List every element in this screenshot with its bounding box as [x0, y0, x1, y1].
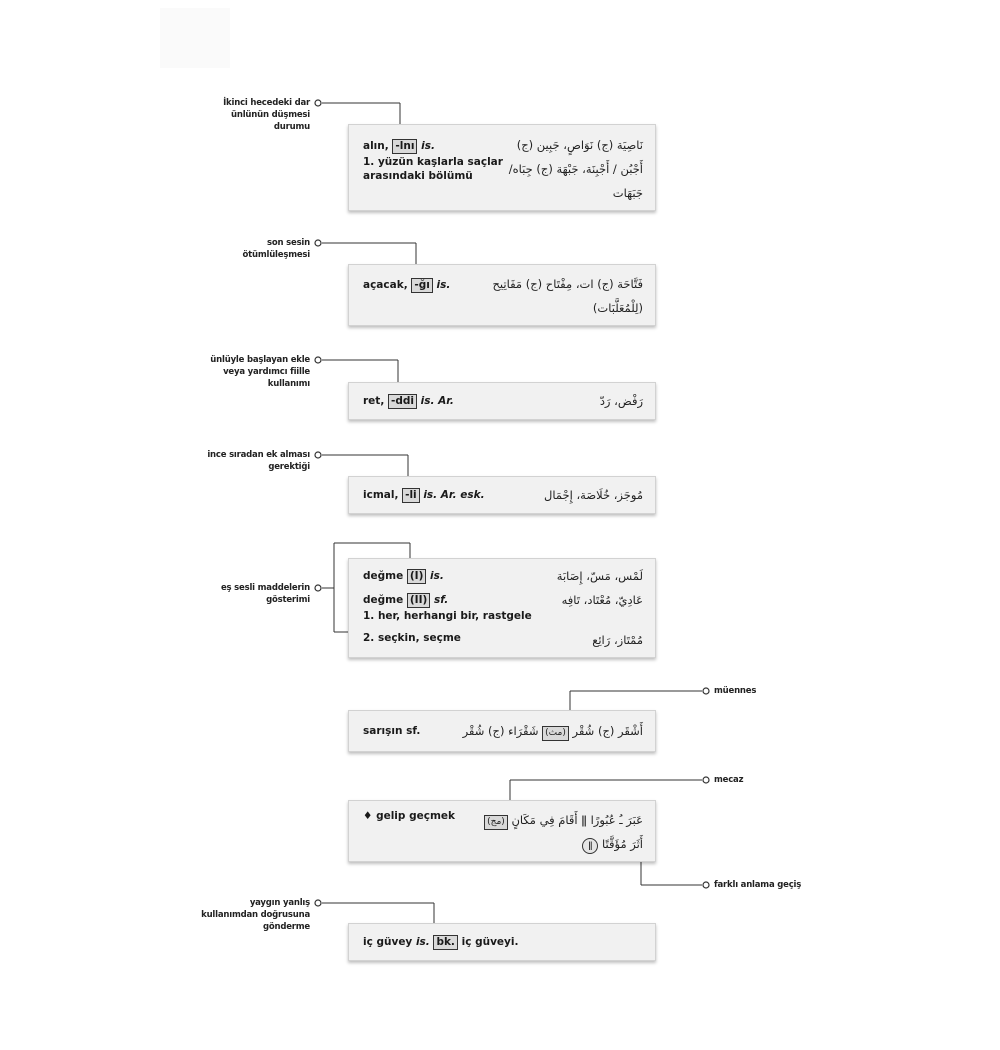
connector-dot [315, 100, 321, 106]
headword: alın, [363, 140, 389, 152]
part-of-speech: is. [436, 279, 451, 291]
part-of-speech: is. [430, 570, 444, 582]
headword: iç güvey [363, 936, 413, 948]
headword: ret, [363, 395, 385, 407]
entry-headword-line [363, 278, 450, 293]
figurative-mark-box: (مج) [484, 815, 508, 830]
annotation-unluyle-baslayan-ek: ünlüyle başlayan ekle veya yardımcı fiille kullanımı [210, 355, 310, 389]
entry-headword-line [363, 394, 454, 409]
entry-card-icmal [348, 476, 656, 514]
arabic-line [484, 809, 643, 831]
annotation-muennes: müennes [714, 686, 757, 696]
headword: sarışın sf. [363, 725, 421, 737]
definition-line: arasındaki bölümü [363, 170, 473, 182]
part-of-speech: is. [421, 140, 435, 152]
part-of-speech: is. [415, 936, 430, 948]
definition-line: 1. yüzün kaşlarla saçlar [363, 156, 503, 168]
part-of-speech: is. Ar. esk. [423, 489, 485, 501]
arabic-line: عَادِيّ، مُعْتَاد، تَافِه [561, 593, 643, 607]
arabic-text: عَبَرَ ـُ عُبُورًا ǁ أَقَامَ فِي مَكَانٍ [511, 813, 643, 827]
entry-card-sarisin [348, 710, 656, 752]
arabic-line: مُوجَز، خُلَاصَة، إِجْمَال [543, 488, 643, 502]
suffix-box: -li [402, 488, 420, 503]
sense-shift-circle: ǁ [582, 838, 598, 854]
headword: açacak, [363, 279, 408, 291]
part-of-speech: sf. [433, 594, 449, 606]
entry-headword-line [363, 139, 435, 154]
suffix-box: -ğı [411, 278, 432, 293]
entry-card-acacak [348, 264, 656, 326]
entry-headword-line [363, 569, 444, 584]
entry-card-degme [348, 558, 656, 658]
arabic-line: فَتَّاحَة (ج) ات، مِفْتَاح (ج) مَفَاتِيح [492, 277, 643, 291]
annotation-otumlulesme: son sesin ötümlüleşmesi [242, 238, 310, 260]
arabic-line: جَبَهَات [612, 186, 643, 200]
connector-dot [703, 777, 709, 783]
connector-dot [315, 240, 321, 246]
arabic-line [582, 833, 643, 855]
arabic-line [463, 720, 643, 742]
connector-dot [315, 357, 321, 363]
suffix-box: -lnı [392, 139, 417, 154]
connector-dot [315, 585, 321, 591]
headword: değme [363, 570, 404, 582]
arabic-line: نَاصِيَة (ج) نَوَاصٍ، جَبِين (ج) [516, 138, 643, 152]
annotation-yanlis-kullanim: yaygın yanlış kullanımdan doğrusuna gönderme [201, 898, 310, 932]
arabic-line: رَفْض، رَدّ [599, 394, 643, 408]
part-of-speech: is. Ar. [420, 395, 454, 407]
entry-headword-line [363, 935, 518, 950]
definition-line: 2. seçkin, seçme [363, 632, 461, 644]
homonym-number-box: (II) [407, 593, 430, 608]
connector-dot [315, 900, 321, 906]
feminine-mark-box: (مث) [542, 726, 569, 741]
headword: icmal, [363, 489, 399, 501]
connector-dot [703, 882, 709, 888]
entry-card-ic-guvey [348, 923, 656, 961]
connector-dot [315, 452, 321, 458]
connector-dot [703, 688, 709, 694]
arabic-line: (لِلْمُعَلَّبَات) [592, 301, 643, 315]
arabic-text: أَشْقَر (ج) شُقْر [572, 724, 643, 738]
suffix-box: -ddi [388, 394, 417, 409]
phrase-headword: ♦ gelip geçmek [363, 810, 455, 822]
arabic-line: لَمْس، مَسّ، إِصَابَة [556, 569, 643, 583]
homonym-number-box: (I) [407, 569, 427, 584]
headword: değme [363, 594, 404, 606]
arabic-line: مُمْتَاز، رَائِع [592, 633, 643, 647]
definition-line: 1. her, herhangi bir, rastgele [363, 610, 532, 622]
arabic-line: أَجْبُن / أَجْبِنَة، جَبْهَة (ج) جِبَاه/ [508, 162, 643, 176]
reference-target: iç güveyi. [461, 936, 519, 948]
entry-card-ret [348, 382, 656, 420]
annotation-ince-sira: ince sıradan ek alması gerektiği [207, 450, 310, 472]
annotation-mecaz: mecaz [714, 775, 744, 785]
entry-card-alin [348, 124, 656, 211]
arabic-text: شَقْرَاء (ج) شُقْر [462, 724, 539, 738]
cross-reference-box: bk. [433, 935, 458, 950]
entry-headword-line [363, 488, 485, 503]
annotation-es-sesli: eş sesli maddelerin gösterimi [220, 583, 310, 605]
arabic-text: أَثَرَ مُؤَقَّتًا [602, 837, 643, 851]
annotation-dar-unlu: İkinci hecedeki dar ünlünün düşmesi durumu [223, 98, 310, 132]
entry-card-gelip-gecmek [348, 800, 656, 862]
annotation-farkli-anlam: farklı anlama geçiş [714, 880, 802, 890]
entry-headword-line [363, 593, 448, 608]
